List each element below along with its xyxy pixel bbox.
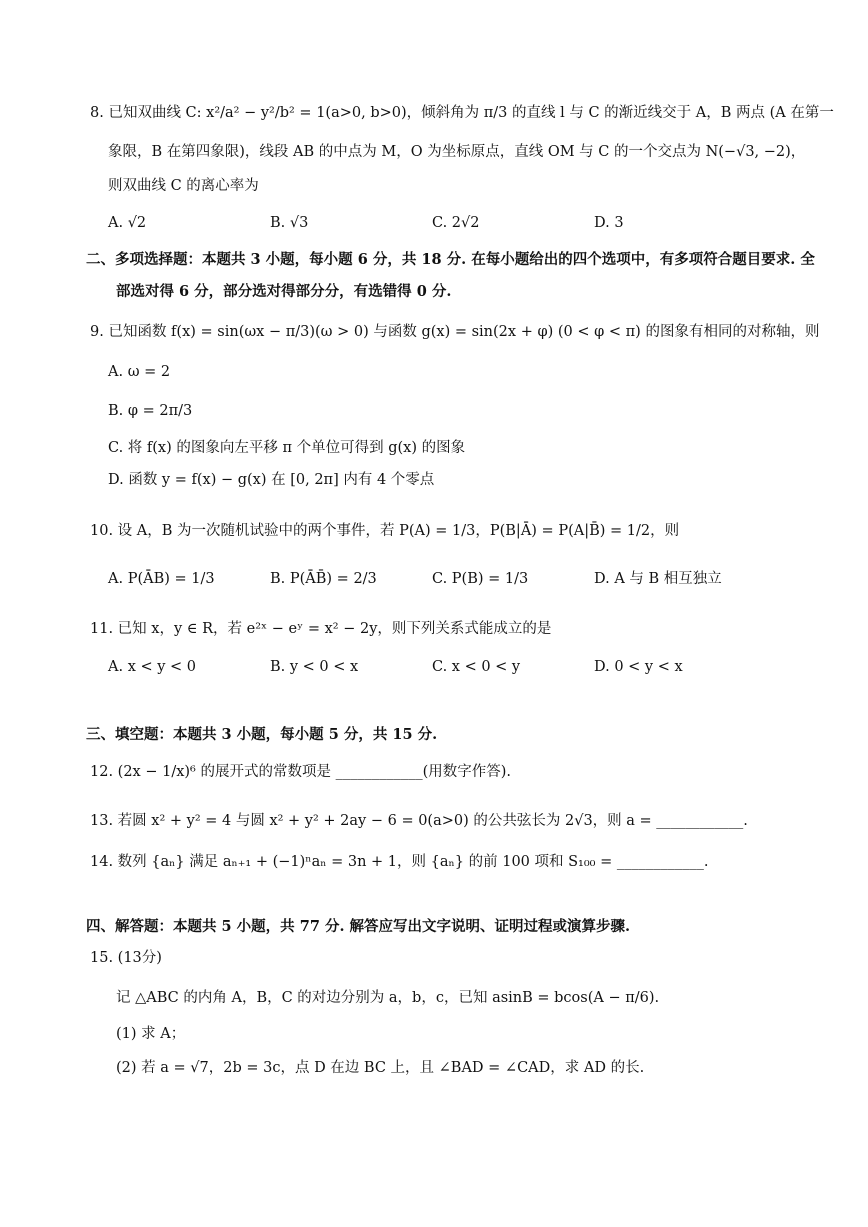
section3-heading: 三、填空题：本题共 3 小题，每小题 5 分，共 15 分. [86, 726, 438, 743]
q10-option-d: D. A 与 B 相互独立 [594, 571, 722, 587]
q10-option-a: A. P(ĀB) = 1/3 [108, 571, 215, 587]
q10-option-c: C. P(B) = 1/3 [432, 571, 529, 587]
q15-part-1: (1) 求 A； [116, 1026, 186, 1042]
section2-heading: 二、多项选择题：本题共 3 小题，每小题 6 分，共 18 分. 在每小题给出的四个选项中，有多项符合题目要求. 全 [86, 251, 815, 268]
q9-option-d: D. 函数 y = f(x) − g(x) 在 [0, 2π] 内有 4 个零点 [108, 472, 435, 488]
q15-stem: 记 △ABC 的内角 A，B，C 的对边分别为 a，b，c，已知 asinB = bcos(A − π/6). [116, 990, 660, 1006]
q10-option-b: B. P(ĀB̄) = 2/3 [270, 571, 377, 587]
q12-stem: 12. (2x − 1/x)⁶ 的展开式的常数项是 ____________(用数字作答). [90, 764, 511, 780]
q8-option-d: D. 3 [594, 215, 624, 231]
section2-heading-cont: 部选对得 6 分，部分选对得部分分，有选错得 0 分. [116, 283, 452, 300]
q11-option-b: B. y < 0 < x [270, 659, 359, 675]
section4-heading: 四、解答题：本题共 5 小题，共 77 分. 解答应写出文字说明、证明过程或演算步骤. [86, 918, 631, 935]
q13-stem: 13. 若圆 x² + y² = 4 与圆 x² + y² + 2ay − 6 = 0(a>0) 的公共弦长为 2√3，则 a = ____________. [90, 813, 748, 829]
q14-stem: 14. 数列 {aₙ} 满足 aₙ₊₁ + (−1)ⁿaₙ = 3n + 1，则 {aₙ} 的前 100 项和 S₁₀₀ = ____________. [90, 854, 709, 870]
q8-line-1: 8. 已知双曲线 C: x²/a² − y²/b² = 1(a>0, b>0)，倾斜角为 π/3 的直线 l 与 C 的渐近线交于 A，B 两点 (A 在第一 [90, 105, 834, 121]
q15-part-2: (2) 若 a = √7，2b = 3c，点 D 在边 BC 上，且 ∠BAD = ∠CAD，求 AD 的长. [116, 1060, 645, 1076]
q8-option-b: B. √3 [270, 215, 309, 231]
q11-option-c: C. x < 0 < y [432, 659, 521, 675]
q8-line-2: 象限，B 在第四象限)，线段 AB 的中点为 M，O 为坐标原点，直线 OM 与 C 的一个交点为 N(−√3, −2)， [108, 144, 806, 160]
q8-option-c: C. 2√2 [432, 215, 480, 231]
q15-heading: 15. (13分) [90, 950, 162, 966]
q11-option-a: A. x < y < 0 [108, 659, 197, 675]
q9-option-a: A. ω = 2 [108, 364, 171, 380]
q8-option-a: A. √2 [108, 215, 147, 231]
q10-stem: 10. 设 A，B 为一次随机试验中的两个事件，若 P(A) = 1/3，P(B|Ā) = P(A|B̄) = 1/2，则 [90, 523, 680, 539]
q8-line-3: 则双曲线 C 的离心率为 [108, 178, 259, 194]
q9-option-c: C. 将 f(x) 的图象向左平移 π 个单位可得到 g(x) 的图象 [108, 440, 466, 456]
q9-stem: 9. 已知函数 f(x) = sin(ωx − π/3)(ω > 0) 与函数 g(x) = sin(2x + φ) (0 < φ < π) 的图象有相同的对称轴，则 [90, 324, 820, 340]
q11-option-d: D. 0 < y < x [594, 659, 683, 675]
q9-option-b: B. φ = 2π/3 [108, 403, 193, 419]
q11-stem: 11. 已知 x，y ∈ R，若 e²ˣ − eʸ = x² − 2y，则下列关系式能成立的是 [90, 621, 552, 637]
